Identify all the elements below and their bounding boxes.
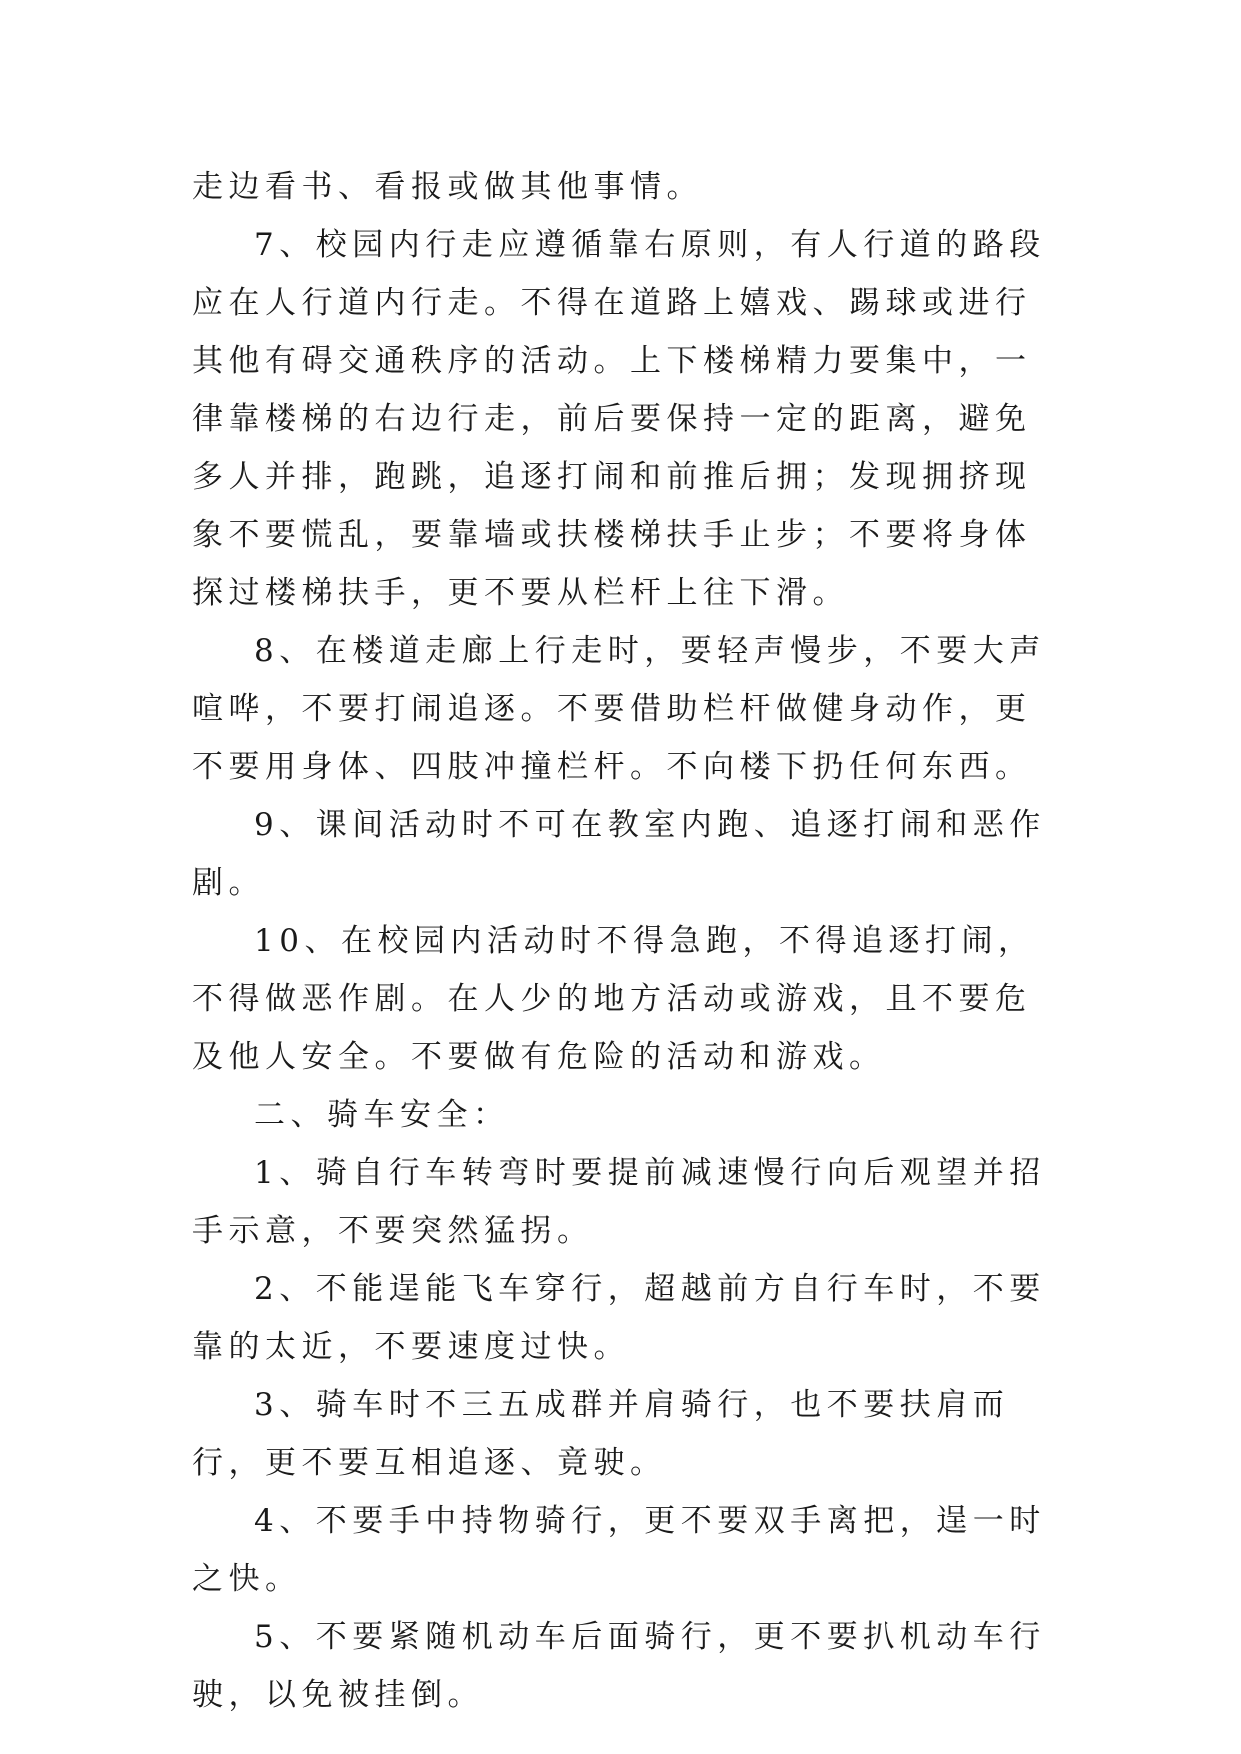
document-body [192,158,1062,1724]
paragraph-continuation: 走边看书、看报或做其他事情。 [192,169,703,205]
paragraph-cycling-1: 1、骑自行车转弯时要提前减速慢行向后观望并招手示意，不要突然猛拐。 [192,1155,1046,1249]
paragraph-item-10: 10、在校园内活动时不得急跑，不得追逐打闹，不得做恶作剧。在人少的地方活动或游戏，且不要危及他人安全。不要做有危险的活动和游戏。 [192,923,1035,1075]
paragraph-item-8: 8、在楼道走廊上行走时，要轻声慢步，不要大声喧哗，不要打闹追逐。不要借助栏杆做健身动作，更不要用身体、四肢冲撞栏杆。不向楼下扔任何东西。 [192,633,1046,785]
section-heading-cycling: 二、骑车安全： [254,1097,510,1133]
paragraph-cycling-3: 3、骑车时不三五成群并肩骑行，也不要扶肩而行，更不要互相追逐、竟驶。 [192,1387,1010,1481]
paragraph-cycling-5: 5、不要紧随机动车后面骑行，更不要扒机动车行驶，以免被挂倒。 [192,1619,1046,1713]
paragraph-item-7: 7、校园内行走应遵循靠右原则，有人行道的路段应在人行道内行走。不得在道路上嬉戏、踢球或进行其他有碍交通秩序的活动。上下楼梯精力要集中，一律靠楼梯的右边行走，前后要保持一定的距离，避免多人并排，跑跳，追逐打闹和前推后拥；发现拥挤现象不要慌乱，要靠墙或扶楼梯扶手止步；不要将身体探过楼梯扶手，更不要从栏杆上往下滑。 [192,227,1046,611]
paragraph-cycling-2: 2、不能逞能飞车穿行，超越前方自行车时，不要靠的太近，不要速度过快。 [192,1271,1046,1365]
paragraph-item-9: 9、课间活动时不可在教室内跑、追逐打闹和恶作剧。 [192,807,1046,901]
paragraph-cycling-4: 4、不要手中持物骑行，更不要双手离把，逞一时之快。 [192,1503,1046,1597]
